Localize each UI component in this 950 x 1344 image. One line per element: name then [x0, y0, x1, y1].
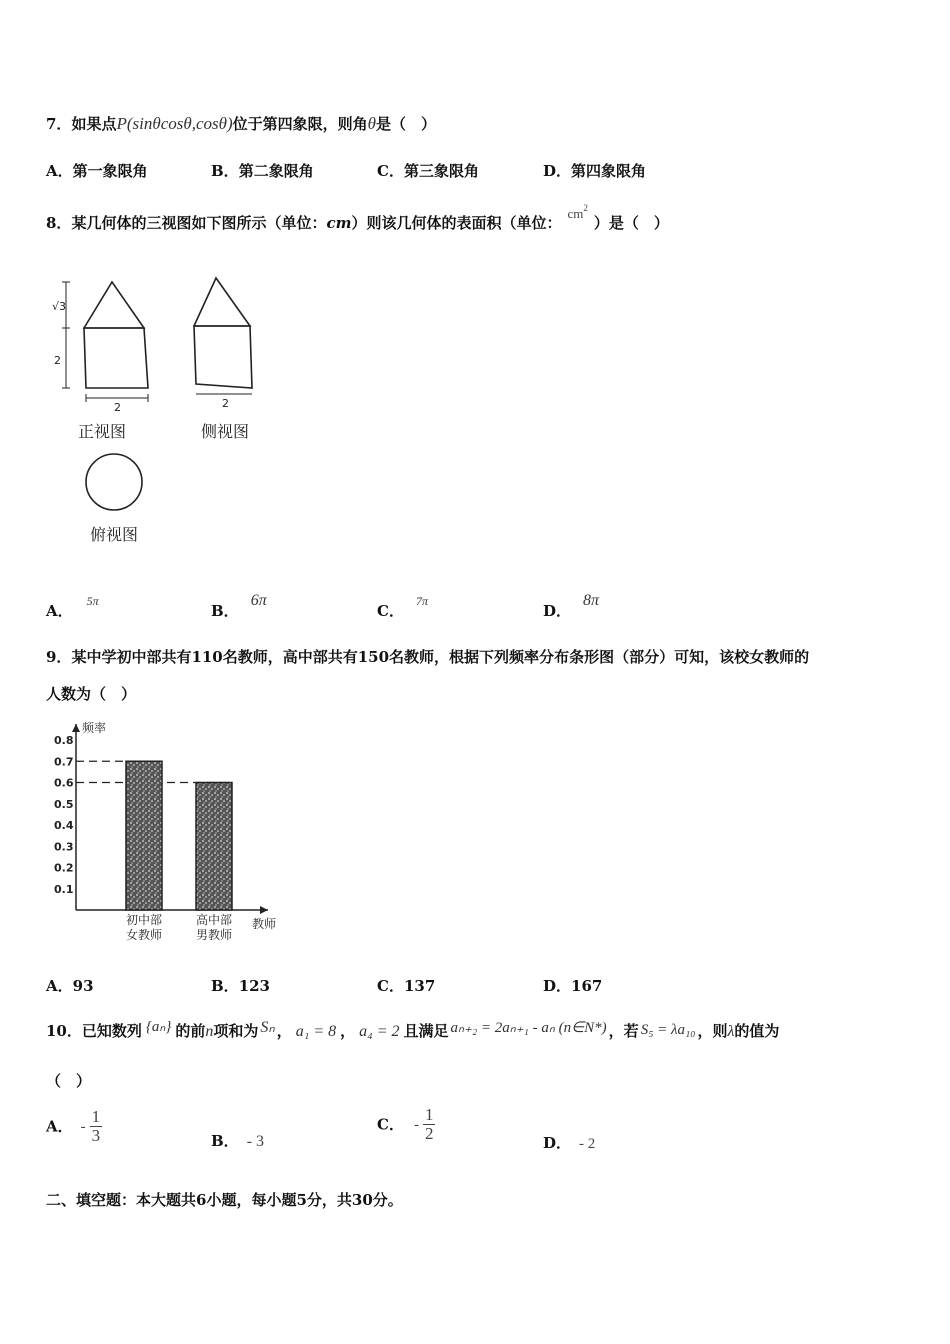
dim-width-front: 2: [114, 401, 121, 414]
q10-sequence: {aₙ}: [145, 1019, 172, 1035]
q8-option-a: A．$^{5\pi}$: [46, 594, 99, 620]
y-axis-arrow: [72, 724, 80, 732]
q7-option-b: B．第二象限角: [211, 162, 314, 180]
x-tick-label: 高中部: [195, 913, 233, 927]
question-7: [46, 113, 436, 135]
q10-option-a: A． - $\frac{1}{3}$: [46, 1107, 101, 1145]
bar: [126, 761, 162, 910]
q7-number: 7．: [46, 115, 72, 133]
q9-option-a: A．93: [46, 977, 94, 995]
question-10: 10．已知数列 {aₙ} 的前n项和为 Sₙ ， a₁ = 8 ， a₄ = 2 且满足 aₙ₊₂ = 2aₙ₊₁ - aₙ (n∈N*) ，若 S₅ = λa₁₀ ，则λ的值为: [46, 1019, 780, 1040]
section-2-heading: 二、填空题：本大题共6小题，每小题5分，共30分。: [46, 1191, 403, 1209]
dim-height: 2: [54, 354, 61, 367]
q10-option-b: B． - 3: [211, 1132, 265, 1150]
y-tick-label: 0.1: [54, 882, 74, 896]
question-8: 8．某几何体的三视图如下图所示（单位：cm）则该几何体的表面积（单位：$cm^2$）是（ ）: [46, 203, 669, 232]
question-10-line2: （ ）: [46, 1072, 92, 1090]
q7-text-pre: 如果点: [71, 115, 117, 133]
q8-option-b: B．6π: [211, 592, 267, 620]
x-axis-label: 教师: [252, 917, 277, 931]
y-tick-label: 0.6: [54, 776, 74, 790]
y-tick-label: 0.3: [54, 840, 74, 854]
q7-angle: θ: [367, 114, 376, 133]
bar: [196, 783, 232, 911]
front-view-label: 正视图: [78, 422, 127, 441]
q10-option-d: D． - 2: [543, 1134, 596, 1152]
q7-text-post: 是（ ）: [376, 115, 437, 133]
question-9-line2: 人数为（ ）: [46, 685, 137, 703]
side-view: [194, 278, 252, 394]
q7-point-expression: P(sinθcosθ,cosθ): [116, 114, 233, 133]
y-tick-label: 0.8: [54, 734, 74, 747]
q8-unit: cm: [326, 214, 352, 232]
y-tick-label: 0.5: [54, 797, 74, 811]
x-axis-arrow: [260, 906, 268, 914]
y-tick-label: 0.7: [54, 755, 74, 769]
dim-sqrt3: √3: [52, 300, 67, 313]
q9-option-d: D．167: [543, 977, 603, 995]
front-view: [62, 282, 148, 402]
q8-option-c: C．$^{7\pi}$: [377, 594, 428, 620]
x-tick-label: 女教师: [125, 928, 163, 942]
q10-option-c: C． - $\frac{1}{2}$: [377, 1105, 434, 1143]
y-axis-label: 频率: [82, 721, 107, 735]
question-9: 9．某中学初中部共有110名教师，高中部共有150名教师，根据下列频率分布条形图（部分）可知，该校女教师的: [46, 648, 810, 666]
x-tick-label: 初中部: [125, 913, 163, 927]
frequency-bar-chart: [46, 714, 286, 950]
top-view-label: 俯视图: [90, 525, 139, 544]
q8-option-d: D．8π: [543, 592, 600, 620]
q9-option-b: B．123: [211, 977, 270, 995]
side-view-label: 侧视图: [201, 422, 250, 441]
three-view-figure: [46, 268, 276, 558]
y-tick-label: 0.4: [54, 819, 74, 832]
q7-option-c: C．第三象限角: [377, 162, 479, 180]
x-tick-label: 男教师: [195, 928, 233, 942]
q7-text-mid: 位于第四象限，则角: [232, 115, 368, 133]
y-tick-label: 0.2: [54, 861, 74, 875]
q7-option-d: D．第四象限角: [543, 162, 647, 180]
q7-option-a: A．第一象限角: [46, 162, 148, 180]
dim-width-side: 2: [222, 397, 229, 410]
q8-unit2: $cm^2$: [567, 203, 588, 221]
top-view-circle: [86, 454, 142, 510]
q9-option-c: C．137: [377, 977, 436, 995]
